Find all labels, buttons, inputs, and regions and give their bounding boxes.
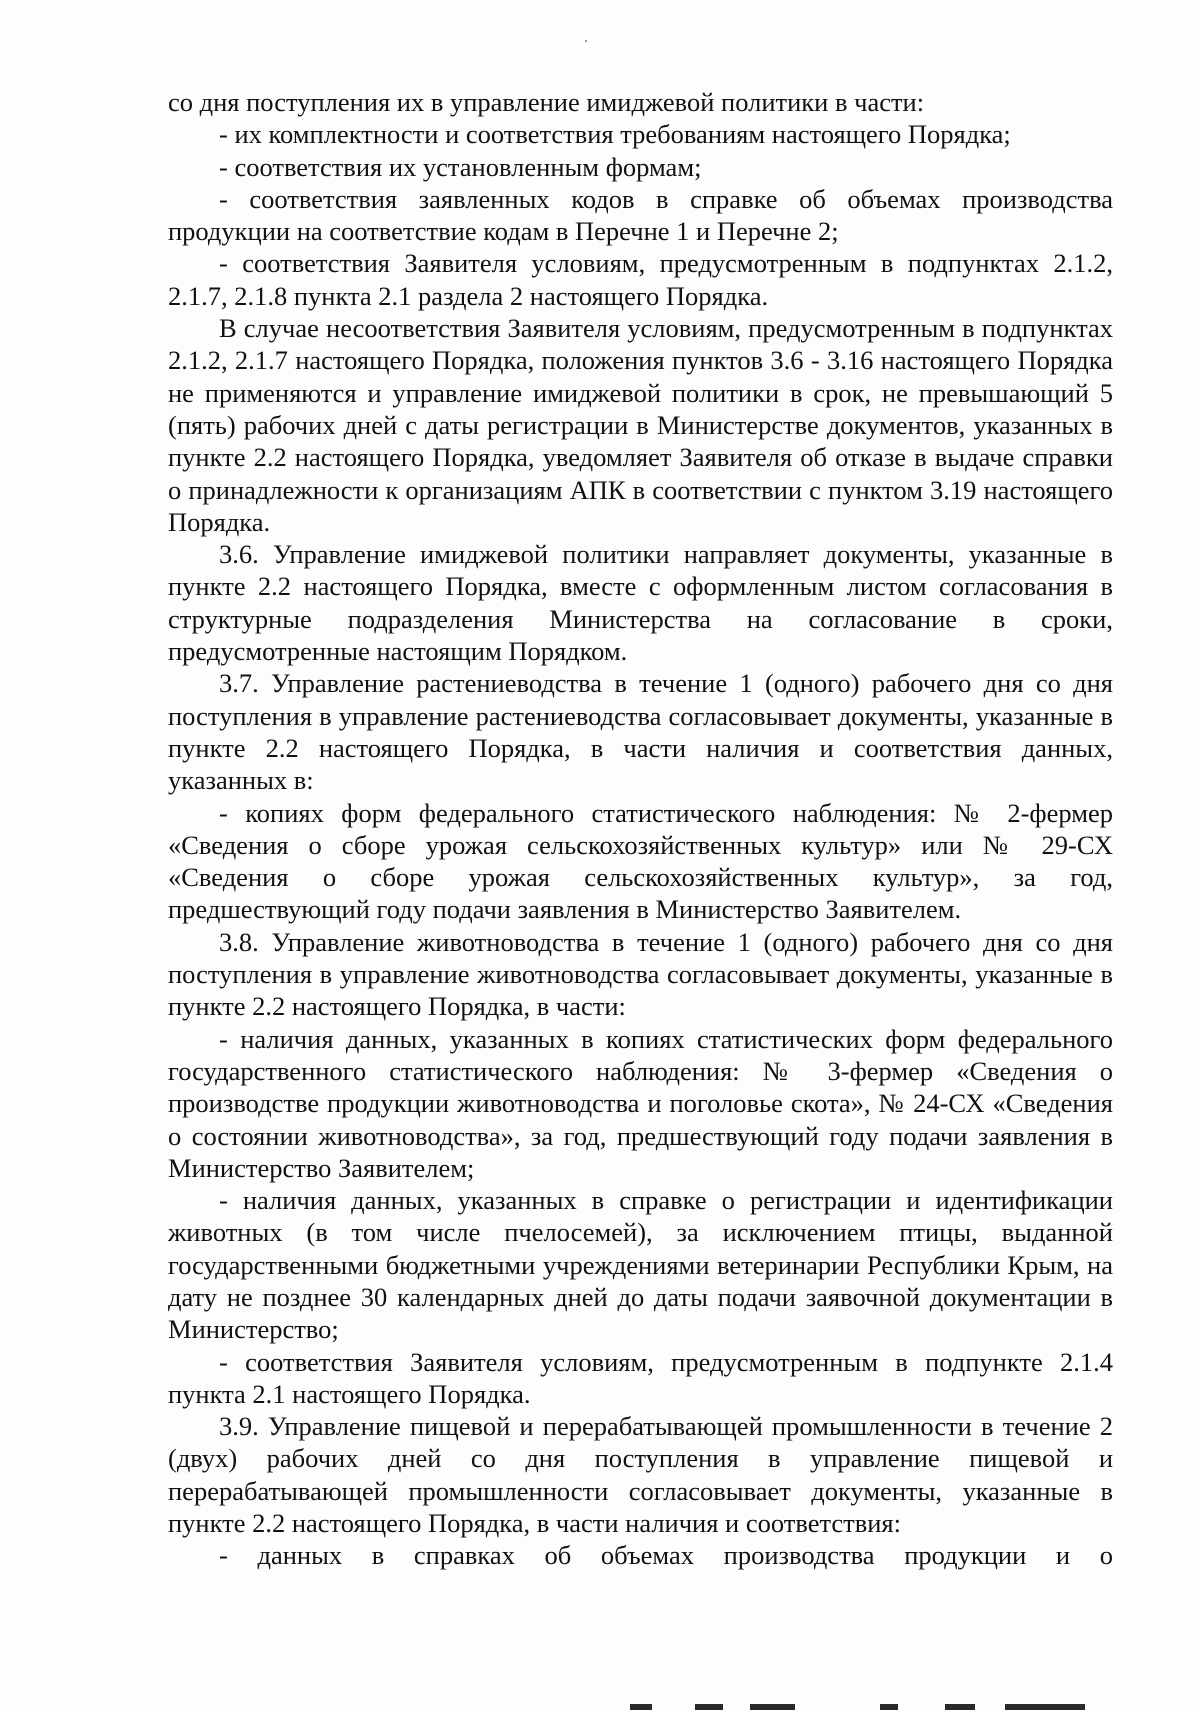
scan-mark [750,1704,795,1710]
paragraph: 3.7. Управление растениеводства в течение 1 (одного) рабочего дня со дня поступления в управление растениеводства согласовывает документы, указанные в пункте 2.2 настоящего Порядка, в части наличия и соответствия данных, указанных в: [168,668,1113,796]
paragraph: - данных в справках об объемах производства продукции и о [219,1540,1113,1571]
scan-mark [695,1704,723,1710]
paragraph: - наличия данных, указанных в копиях статистических форм федерального государственного статистического наблюдения: № 3-фермер «Сведения о производстве продукции животноводства и поголовье скота», № 24-СХ «Сведения о состоянии животноводства», за год, предшествующий году подачи заявления в Министерство Заявителем; [168,1023,1113,1183]
scan-speck [585,40,587,42]
paragraph: - соответствия заявленных кодов в справке об объемах производства продукции на соответствие кодам в Перечне 1 и Перечне 2; [168,183,1113,247]
paragraph: - их комплектности и соответствия требованиям настоящего Порядка; [219,119,1011,150]
scan-edge-marks [600,1700,1140,1711]
paragraph: - наличия данных, указанных в справке о регистрации и идентификации животных (в том числе пчелосемей), за исключением птицы, выданной государственными бюджетными учреждениями ветеринарии Республики Крым, на дату не позднее 30 календарных дней до даты подачи заявочной документации в Министерство; [168,1185,1113,1345]
paragraph: со дня поступления их в управление имиджевой политики в части: [168,87,925,117]
scan-mark [945,1704,975,1710]
scan-mark [880,1704,898,1710]
paragraph: - соответствия их установленным формам; [219,151,702,182]
paragraph: - копиях форм федерального статистического наблюдения: № 2-фермер «Сведения о сборе урожая сельскохозяйственных культур» или № 29-СХ «Сведения о сборе урожая сельскохозяйственных культур», за год, предшествующий году подачи заявления в Министерство Заявителем. [168,797,1113,925]
paragraph: 3.9. Управление пищевой и перерабатывающей промышленности в течение 2 (двух) рабочих дней со дня поступления в управление пищевой и перерабатывающей промышленности согласовывает документы, указанные в пункте 2.2 настоящего Порядка, в части наличия и соответствия: [168,1411,1113,1539]
scan-mark [1005,1704,1085,1710]
paragraph: 3.6. Управление имиджевой политики направляет документы, указанные в пункте 2.2 настоящего Порядка, вместе с оформленным листом согласования в структурные подразделения Министерства на согласование в сроки, предусмотренные настоящим Порядком. [168,539,1113,667]
paragraph: 3.8. Управление животноводства в течение 1 (одного) рабочего дня со дня поступления в управление животноводства согласовывает документы, указанные в пункте 2.2 настоящего Порядка, в части: [168,926,1113,1022]
paragraph: В случае несоответствия Заявителя условиям, предусмотренным в подпунктах 2.1.2, 2.1.7 настоящего Порядка, положения пунктов 3.6 - 3.16 настоящего Порядка не применяются и управление имиджевой политики в срок, не превышающий 5 (пять) рабочих дней с даты регистрации в Министерстве документов, указанных в пункте 2.2 настоящего Порядка, уведомляет Заявителя об отказе в выдаче справки о принадлежности к организациям АПК в соответствии с пунктом 3.19 настоящего Порядка. [168,313,1113,537]
document-body [168,86,1113,1572]
scan-mark [630,1704,652,1710]
paragraph: - соответствия Заявителя условиям, предусмотренным в подпункте 2.1.4 пункта 2.1 настоящего Порядка. [168,1346,1113,1409]
paragraph: - соответствия Заявителя условиям, предусмотренным в подпунктах 2.1.2, 2.1.7, 2.1.8 пункта 2.1 раздела 2 настоящего Порядка. [168,248,1113,311]
